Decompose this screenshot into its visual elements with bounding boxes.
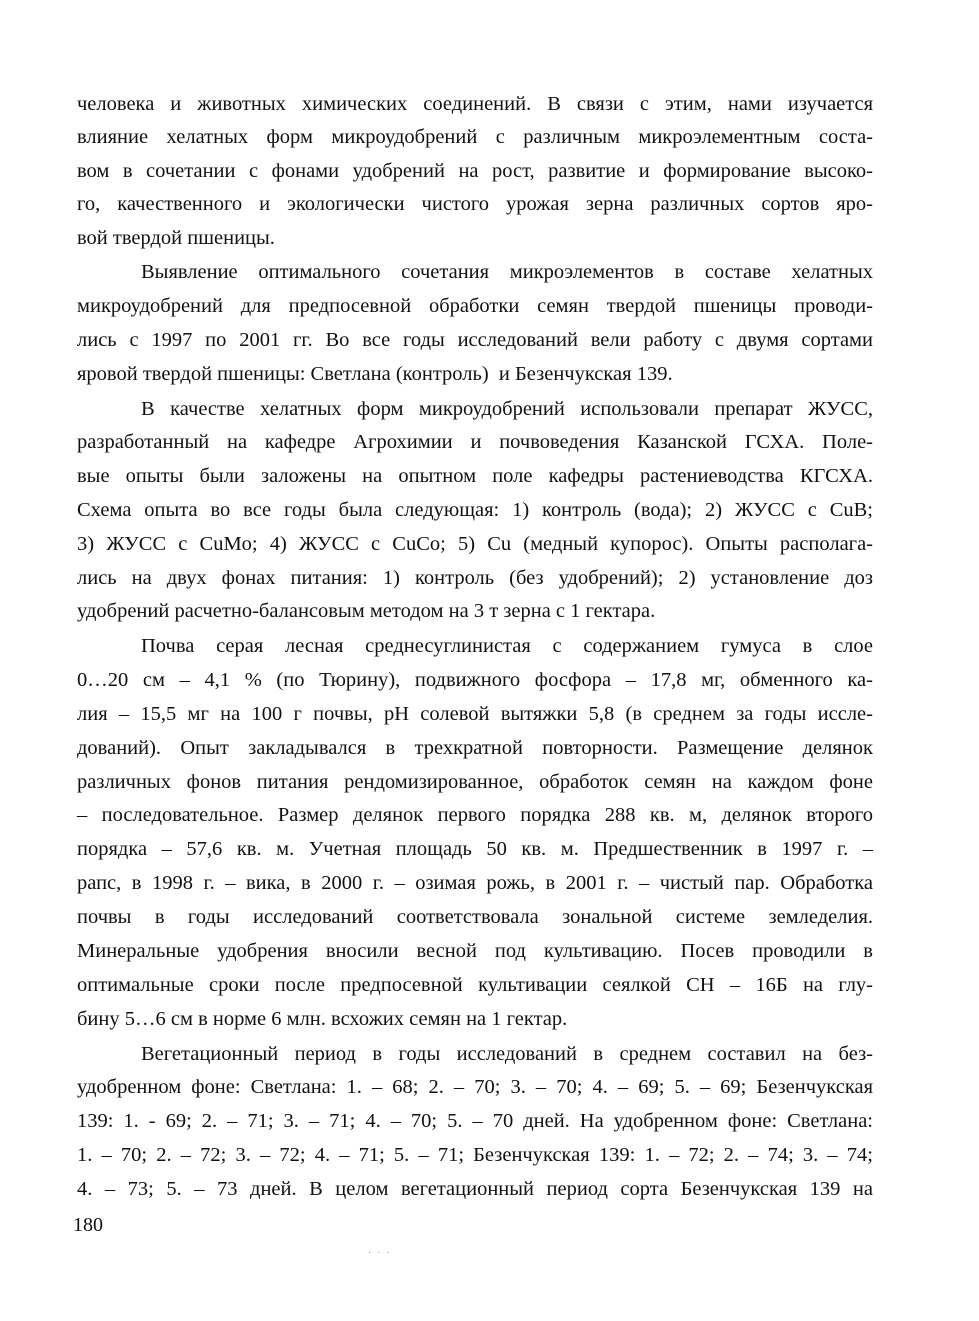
paragraph-4-line-9: почвы в годы исследований соответствовала зональной системе земледелия. <box>77 906 873 928</box>
page-number: 180 <box>73 1214 103 1236</box>
paragraph-4-line-1: Почва серая лесная среднесуглинистая с содержанием гумуса в слое <box>141 635 873 657</box>
paragraph-1-line-3: вом в сочетании с фонами удобрений на рост, развитие и формирование высоко- <box>77 160 873 182</box>
paragraph-3-line-1: В качестве хелатных форм микроудобрений использовали препарат ЖУСС, <box>141 398 873 420</box>
paragraph-4-line-5: различных фонов питания рендомизированное, обработок семян на каждом фоне <box>77 771 873 793</box>
paragraph-4-line-10: Минеральные удобрения вносили весной под культивацию. Посев проводили в <box>77 940 873 962</box>
paragraph-4-line-12: бину 5…6 см в норме 6 млн. всхожих семян на 1 гектар. <box>77 1008 568 1030</box>
paragraph-1-line-5: вой твердой пшеницы. <box>77 227 275 249</box>
paragraph-1-line-1: человека и животных химических соединений. В связи с этим, нами изучается <box>77 93 873 115</box>
paragraph-4-line-7: порядка – 57,6 кв. м. Учетная площадь 50 кв. м. Предшественник в 1997 г. – <box>77 838 873 860</box>
paragraph-2-line-2: микроудобрений для предпосевной обработки семян твердой пшеницы проводи- <box>77 295 873 317</box>
paragraph-3-line-7: удобрений расчетно-балансовым методом на 3 т зерна с 1 гектара. <box>77 600 656 622</box>
scan-artifact-dots: ... <box>368 1245 396 1256</box>
paragraph-3-line-3: вые опыты были заложены на опытном поле кафедры растениеводства КГСХА. <box>77 465 873 487</box>
paragraph-5-line-4: 1. – 70; 2. – 72; 3. – 72; 4. – 71; 5. – 71; Безенчукская 139: 1. – 72; 2. – 74; 3. – 74; <box>77 1144 873 1166</box>
paragraph-4-line-6: – последовательное. Размер делянок первого порядка 288 кв. м, делянок второго <box>77 804 873 826</box>
paragraph-4-line-4: дований). Опыт закладывался в трехкратной повторности. Размещение делянок <box>77 737 873 759</box>
paragraph-4-line-8: рапс, в 1998 г. – вика, в 2000 г. – озимая рожь, в 2001 г. – чистый пар. Обработка <box>77 872 873 894</box>
paragraph-4-line-3: лия – 15,5 мг на 100 г почвы, pH солевой вытяжки 5,8 (в среднем за годы иссле- <box>77 703 873 725</box>
paragraph-2-line-3: лись с 1997 по 2001 гг. Во все годы исследований вели работу с двумя сортами <box>77 329 873 351</box>
paragraph-3-line-5: 3) ЖУСС с CuMo; 4) ЖУСС с CuCo; 5) Cu (медный купорос). Опыты располага- <box>77 533 873 555</box>
paragraph-3-line-4: Схема опыта во все годы была следующая: 1) контроль (вода); 2) ЖУСС с CuB; <box>77 499 873 521</box>
paragraph-3-line-2: разработанный на кафедре Агрохимии и почвоведения Казанской ГСХА. Поле- <box>77 431 873 453</box>
paragraph-1-line-4: го, качественного и экологически чистого урожая зерна различных сортов яро- <box>77 193 873 215</box>
paragraph-4-line-11: оптимальные сроки после предпосевной культивации сеялкой СН – 16Б на глу- <box>77 974 873 996</box>
paragraph-5-line-1: Вегетационный период в годы исследований в среднем составил на без- <box>141 1043 873 1065</box>
paragraph-5-line-3: 139: 1. - 69; 2. – 71; 3. – 71; 4. – 70; 5. – 70 дней. На удобренном фоне: Светлана: <box>77 1110 873 1132</box>
paragraph-2-line-4: яровой твердой пшеницы: Светлана (контроль) и Безенчукская 139. <box>77 363 673 385</box>
paragraph-4-line-2: 0…20 см – 4,1 % (по Тюрину), подвижного фосфора – 17,8 мг, обменного ка- <box>77 669 873 691</box>
paragraph-5-line-5: 4. – 73; 5. – 73 дней. В целом вегетационный период сорта Безенчукская 139 на <box>77 1178 873 1200</box>
paragraph-2-line-1: Выявление оптимального сочетания микроэлементов в составе хелатных <box>141 261 873 283</box>
paragraph-1-line-2: влияние хелатных форм микроудобрений с различным микроэлементным соста- <box>77 126 873 148</box>
paragraph-5-line-2: удобренном фоне: Светлана: 1. – 68; 2. – 70; 3. – 70; 4. – 69; 5. – 69; Безенчукская <box>77 1076 873 1098</box>
paragraph-3-line-6: лись на двух фонах питания: 1) контроль (без удобрений); 2) установление доз <box>77 567 873 589</box>
